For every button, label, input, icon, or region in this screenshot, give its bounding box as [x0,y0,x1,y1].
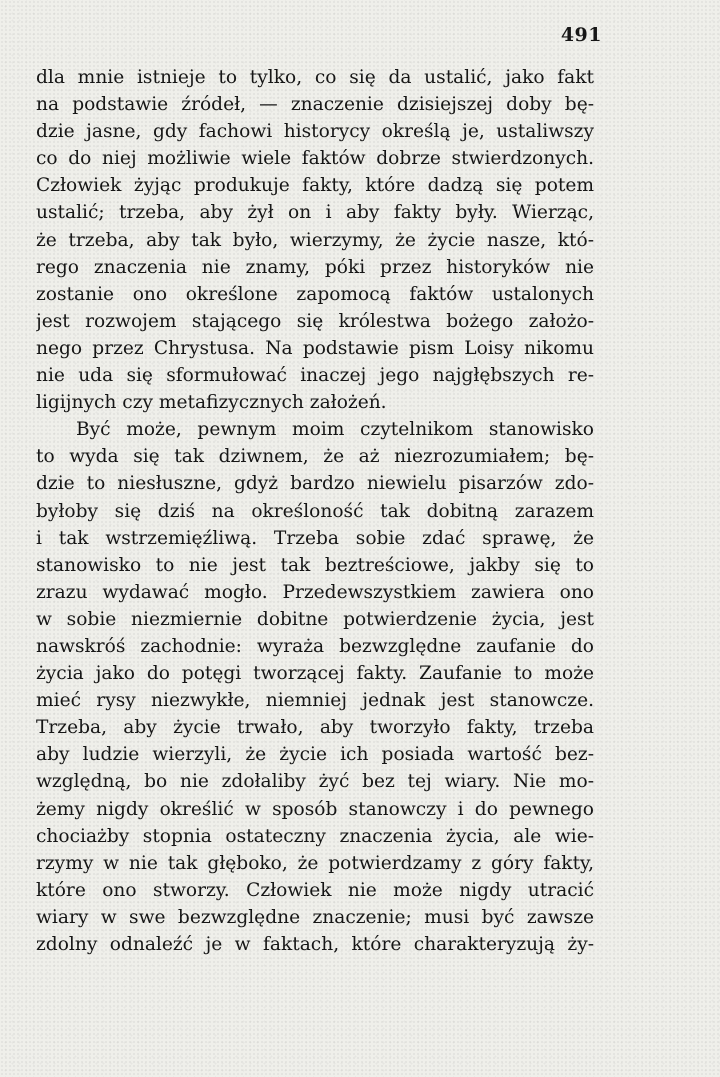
body-text [36,64,594,958]
paragraph [36,416,594,958]
text-line: dla mnie istnieje to tylko, co się da ustalić, jako fakt [36,67,594,88]
text-line: to wyda się tak dziwnem, że aż niezrozumiałem; bę- [36,446,594,468]
text-line: zdolny odnaleźć je w faktach, które charakteryzują ży- [36,934,594,955]
text-line: dzie to niesłuszne, gdyż bardzo niewielu pisarzów zdo- [36,473,594,495]
text-line: życia jako do potęgi tworzącej fakty. Zaufanie to może [36,663,594,685]
text-line: mieć rysy niezwykłe, niemniej jednak jest stanowcze. [36,690,594,712]
text-line: chociażby stopnia ostateczny znaczenia życia, ale wie- [36,825,594,847]
text-line: dzie jasne, gdy fachowi historycy określą je, ustaliwszy [36,121,594,143]
text-line: nie uda się sformułować inaczej jego najgłębszych re- [36,365,594,387]
text-line: Człowiek żyjąc produkuje fakty, które dadzą się potem [36,175,594,197]
text-line: że trzeba, aby tak było, wierzymy, że życie nasze, któ- [36,229,594,251]
text-line: aby ludzie wierzyli, że życie ich posiada wartość bez- [36,744,594,766]
text-line: byłoby się dziś na określoność tak dobitną zarazem [36,500,594,522]
text-line: wiary w swe bezwzględne znaczenie; musi być zawsze [36,906,594,928]
text-line: ligijnych czy metafizycznych założeń. [36,392,387,414]
text-line: Trzeba, aby życie trwało, aby tworzyło fakty, trzeba [36,717,594,739]
page-number: 491 [560,24,602,46]
text-line: rego znaczenia nie znamy, póki przez historyków nie [36,256,594,278]
text-line: stanowisko to nie jest tak beztreściowe, jakby się to [36,554,594,576]
text-line: zostanie ono określone zapomocą faktów ustalonych [36,283,594,305]
text-line: żemy nigdy określić w sposób stanowczy i do pewnego [36,798,594,820]
text-line: nego przez Chrystusa. Na podstawie pism Loisy nikomu [36,337,594,359]
text-line: w sobie niezmiernie dobitne potwierdzenie życia, jest [36,608,594,630]
text-line: rzymy w nie tak głęboko, że potwierdzamy z góry fakty, [36,852,594,874]
text-line: zrazu wydawać mogło. Przedewszystkiem zawiera ono [36,581,594,603]
text-line: Być może, pewnym moim czytelnikom stanowisko [76,419,594,441]
text-line: i tak wstrzemięźliwą. Trzeba sobie zdać sprawę, że [36,527,594,549]
text-line: względną, bo nie zdołaliby żyć bez tej wiary. Nie mo- [36,771,594,793]
text-line: nawskróś zachodnie: wyraża bezwzględne zaufanie do [36,635,594,657]
text-line: ustalić; trzeba, aby żył on i aby fakty były. Wierząc, [36,202,594,224]
text-line: na podstawie źródeł, — znaczenie dzisiejszej doby bę- [36,94,594,116]
text-line: co do niej możliwie wiele faktów dobrze stwierdzonych. [36,148,594,170]
paragraph [36,64,594,416]
text-line: które ono stworzy. Człowiek nie może nigdy utracić [36,879,594,901]
text-line: jest rozwojem stającego się królestwa bożego założo- [36,310,594,332]
